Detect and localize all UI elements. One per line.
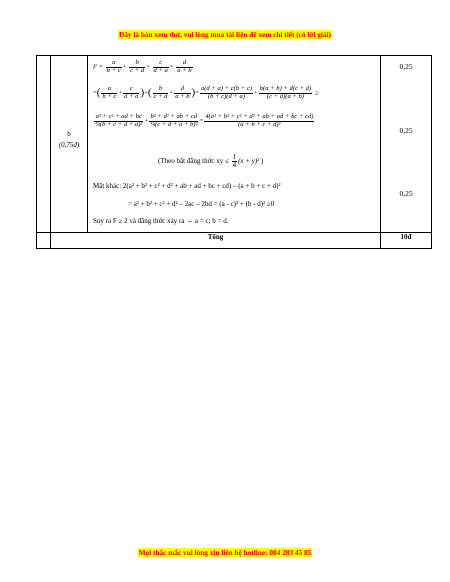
empty-cell — [37, 233, 51, 249]
score-3: 0,25 — [399, 189, 413, 198]
fraction: $\frac{c}{d + a}$ — [124, 85, 139, 100]
part-cell — [51, 56, 88, 233]
f-lhs: F = — [93, 63, 104, 71]
line-2: =( $\frac{a}{b + c}$ + $\frac{c}{d + a}$ )+( $\frac{b}{c + d}$ + $\frac{d}{a + b}$ )= $\frac{a(d + a) + c(b + c)}{(b + c)(d + a)}$ + $\frac{b(a + b) + d(c + d)}{(c + d)(a + b)}$ ≥ — [93, 85, 319, 100]
total-label: Tổng — [51, 233, 381, 249]
line-1: F = $\frac{a}{b + c}$ + $\frac{b}{c + d}$ + $\frac{c}{d + a}$ + $\frac{d}{a + b}$ — [93, 59, 192, 74]
solution-table — [36, 55, 432, 249]
preview-banner-text: Đây là bản xem thử, vui lòng mua tài liệu để xem chi tiết (có lời giải) — [118, 30, 332, 39]
fraction: $\frac{b}{c + d}$ — [153, 85, 168, 100]
table-row — [37, 56, 432, 233]
part-label: b — [67, 130, 71, 138]
hotline-banner — [0, 548, 450, 557]
solution-cell — [88, 56, 381, 233]
fraction: $\frac{a}{b + c}$ — [106, 59, 121, 74]
fraction: $\frac{b}{c + d}$ — [130, 59, 145, 74]
score-1: 0,25 — [399, 62, 413, 71]
fraction: $\frac{\text{a² + c² + ad + bc}}{\text{¼(b + c + d + a)²}}$ — [95, 113, 143, 128]
fraction: $\frac{b(a + b) + d(c + d)}{(c + d)(a + b)}$ — [259, 85, 312, 100]
total-value: 10đ — [381, 233, 432, 249]
line-7: Suy ra F ≥ 2 và đẳng thức xảy ra ⇔ a = c; b = d. — [93, 217, 229, 225]
score-cell — [381, 56, 432, 233]
empty-cell — [37, 56, 51, 233]
fraction: $\frac{d}{a + b}$ — [177, 59, 192, 74]
fraction: $\frac{\text{b² + d² + ab + cd}}{\text{¼(c + d + a + b)²}}$ — [150, 113, 198, 128]
score-2: 0,25 — [399, 126, 413, 135]
preview-banner — [0, 30, 450, 39]
line-theorem: (Theo bất đẳng thức xy ≤ $\frac{1}{4}$ (x + y)² ) — [158, 153, 264, 169]
line-6: = a² + b² + c² + d² – 2ac – 2bd = (a - c)² + (b - d)² ≥0 — [128, 200, 275, 208]
fraction: $\frac{\text{4(a² + b² + c² + d² + ab + ad + bc + cd)}}{\text{(a + b + c + d)²}}$ — [205, 113, 314, 128]
fraction: $\frac{d}{a + b}$ — [175, 85, 190, 100]
fraction: $\frac{1}{4}$ — [232, 153, 237, 169]
line-5: Mặt khác: 2(a² + b² + c² + d² + ab + ad + bc + cd) – (a + b + c + d)² — [93, 182, 281, 190]
fraction: $\frac{a(d + a) + c(b + c)}{(b + c)(d + a)}$ — [200, 85, 253, 100]
fraction: $\frac{c}{d + a}$ — [153, 59, 168, 74]
line-3: $\frac{\text{a² + c² + ad + bc}}{\text{¼(b + c + d + a)²}}$ + $\frac{\text{b² + d² + ab + cd}}{\text{¼(c + d + a + b)²}}$ = $\frac{\text{4(a² + b² + c² + d² + ab + ad + bc + cd)}}{\text{(a + b + c + d)²}}$ — [95, 113, 314, 128]
hotline-banner-text: Mọi thắc mắc vui lòng xin liên hệ hotline: 084 283 45 85 — [138, 548, 312, 557]
part-points: (0,75đ) — [58, 141, 80, 149]
total-row — [37, 233, 432, 249]
fraction: $\frac{a}{b + c}$ — [102, 85, 117, 100]
